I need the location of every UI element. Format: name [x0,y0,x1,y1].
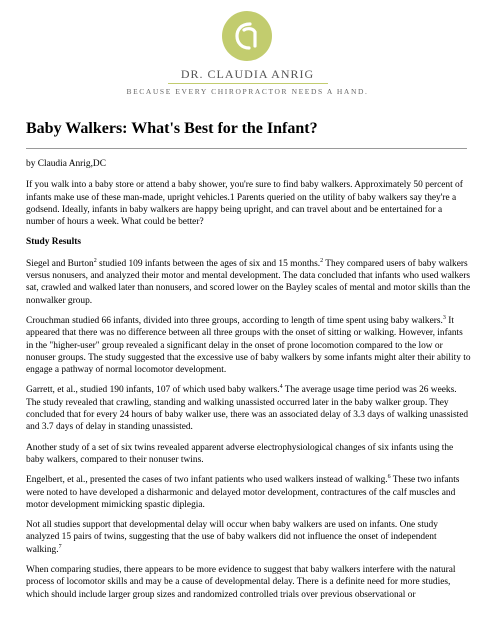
brand-name: DR. CLAUDIA ANRIG [180,67,315,81]
paragraph-conclusion: When comparing studies, there appears to be more evidence to suggest that baby walkers interfere with the natural process of locomotor skills and may be a cause of developmental delay. There is a definite need for more studies, which should include larger group sizes and randomized controlled trials over previous observational or [26,565,456,600]
paragraph-contrary-study [26,519,472,556]
paragraph-siegel-burton [26,258,472,307]
paragraph-text: It appeared that there was no difference between all three groups with the onset of sitting or walking. However, infants in the "higher-user" group revealed a significant delay in the onset of prone locomotion compared to the low or nonuser groups. The study suggested that the excessive use of baby walkers by some infants might alter their ability to engage a pathway of normal locomotor development. [26,315,471,376]
logo-badge [222,11,272,61]
paragraph-text: The average usage time period was 26 weeks. The study revealed that crawling, standing and walking unassisted occurred later in the baby walker group. They concluded that for every 24 hours of baby walker use, there was an associated delay of 3.3 days of walking unassisted and 3.7 days of delay in standing unassisted. [26,385,469,433]
citation-marker: 3 [442,314,446,321]
paragraph-text: Siegel and Burton [26,258,94,269]
brand-divider [168,83,328,84]
page-header [0,0,495,101]
paragraph-engelbert [26,474,472,511]
citation-marker: 7 [58,543,62,550]
section-heading: Study Results [26,237,81,248]
paragraph-text: Not all studies support that developmental delay will occur when baby walkers are used on infants. One study analyzed 15 pairs of twins, suggesting that the use of baby walkers did not influence the onset of independent walking. [26,520,438,555]
paragraph-text: They compared users of baby walkers versus nonusers, and analyzed their motor and mental development. The data concluded that infants who used walkers sat, crawled and walked later than nonusers, and scored lower on the Bayley scales of mental and motor skills than the nonwalker group. [26,258,471,306]
citation-marker: 2 [93,257,97,264]
paragraph-text: Garrett, et al., studied 190 infants, 107 of which used baby walkers. [26,385,280,396]
citation-marker: 6 [387,474,391,481]
paragraph-text: These two infants were noted to have developed a disharmonic and delayed motor development, contractures of the calf muscles and motor development mimicking spastic diplegia. [26,475,460,510]
brand-tagline: BECAUSE EVERY CHIROPRACTOR NEEDS A HAND. [126,87,369,96]
article-byline: by Claudia Anrig,DC [26,159,106,169]
citation-marker: 4 [279,384,283,391]
paragraph-text: Engelbert, et al., presented the cases of two infant patients who used walkers instead of walking. [26,475,388,486]
paragraph-text: studied 109 infants between the ages of six and 15 months. [96,258,321,269]
title-divider [26,148,467,149]
citation-marker: 2 [320,257,324,264]
paragraph-twins-study: Another study of a set of six twins revealed apparent adverse electrophysiological changes of six infants using the baby walkers, compared to their nonuser twins. [26,442,454,465]
paragraph-garrett [26,384,472,433]
article [26,118,472,609]
intro-paragraph: If you walk into a baby store or attend a baby shower, you're sure to find baby walkers. Approximately 50 percent of infants make use of these man-made, upright vehicles.1 Parents queried on the utility of baby walkers say they're a godsend. Ideally, infants in baby walkers are happy being upright, and can travel about and be entertained for a number of hours a week. What could be better? [26,180,463,228]
stylized-c-monogram-icon [222,11,272,61]
paragraph-crouchman [26,315,472,376]
article-title: Baby Walkers: What's Best for the Infant? [26,120,318,137]
paragraph-text: Crouchman studied 66 infants, divided into three groups, according to length of time spent using baby walkers. [26,315,443,326]
